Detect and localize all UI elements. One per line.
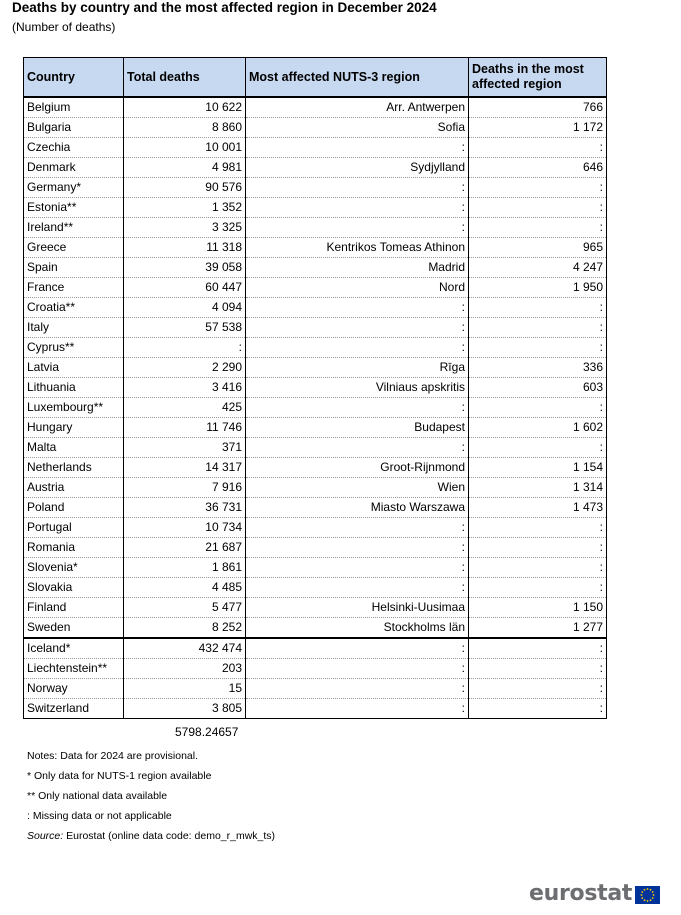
cell-total-deaths: 10 734 <box>124 518 246 538</box>
table-header-row <box>24 58 607 98</box>
table-row <box>24 258 607 278</box>
cell-region-deaths: : <box>469 679 607 699</box>
cell-region-deaths: : <box>469 318 607 338</box>
table-row <box>24 498 607 518</box>
cell-region-deaths: 1 473 <box>469 498 607 518</box>
cell-country: Greece <box>24 238 124 258</box>
cell-country: Bulgaria <box>24 118 124 138</box>
cell-region: : <box>246 679 469 699</box>
cell-total-deaths: 36 731 <box>124 498 246 518</box>
note-provisional: Notes: Data for 2024 are provisional. <box>27 750 199 762</box>
cell-region: Vilniaus apskritis <box>246 378 469 398</box>
table-row <box>24 699 607 719</box>
table-row <box>24 458 607 478</box>
cell-region-deaths: : <box>469 218 607 238</box>
cell-region: : <box>246 558 469 578</box>
cell-region-deaths: 1 950 <box>469 278 607 298</box>
table-row <box>24 598 607 618</box>
cell-region: Groot-Rijnmond <box>246 458 469 478</box>
source-text: Eurostat (online data code: demo_r_mwk_ts) <box>63 830 276 842</box>
cell-region-deaths: : <box>469 518 607 538</box>
cell-total-deaths: 11 318 <box>124 238 246 258</box>
table-row <box>24 298 607 318</box>
cell-country: Germany* <box>24 178 124 198</box>
cell-region: : <box>246 178 469 198</box>
cell-region: : <box>246 298 469 318</box>
cell-region-deaths: 965 <box>469 238 607 258</box>
cell-region-deaths: 766 <box>469 97 607 118</box>
table-row <box>24 538 607 558</box>
cell-total-deaths: 203 <box>124 659 246 679</box>
table-row <box>24 659 607 679</box>
table-row <box>24 578 607 598</box>
cell-region-deaths: 4 247 <box>469 258 607 278</box>
cell-region-deaths: : <box>469 438 607 458</box>
note-nuts1: * Only data for NUTS-1 region available <box>27 770 212 782</box>
eurostat-logo <box>529 880 660 908</box>
table-row <box>24 418 607 438</box>
cell-region: : <box>246 578 469 598</box>
cell-country: Liechtenstein** <box>24 659 124 679</box>
table-row <box>24 558 607 578</box>
cell-region: Budapest <box>246 418 469 438</box>
cell-total-deaths: 8 860 <box>124 118 246 138</box>
cell-country: Estonia** <box>24 198 124 218</box>
cell-total-deaths: 15 <box>124 679 246 699</box>
cell-region-deaths: 1 150 <box>469 598 607 618</box>
table-row <box>24 318 607 338</box>
cell-region: Miasto Warszawa <box>246 498 469 518</box>
cell-region: : <box>246 659 469 679</box>
cell-region-deaths: : <box>469 699 607 719</box>
cell-region-deaths: : <box>469 398 607 418</box>
cell-country: Hungary <box>24 418 124 438</box>
note-source <box>27 826 275 846</box>
cell-country: Belgium <box>24 97 124 118</box>
cell-region-deaths: 603 <box>469 378 607 398</box>
table-row <box>24 338 607 358</box>
deaths-table <box>23 57 607 719</box>
header-total-deaths: Total deaths <box>124 58 246 98</box>
cell-region-deaths: : <box>469 659 607 679</box>
cell-region: Helsinki-Uusimaa <box>246 598 469 618</box>
cell-country: Latvia <box>24 358 124 378</box>
table-row <box>24 178 607 198</box>
cell-total-deaths: 1 352 <box>124 198 246 218</box>
cell-total-deaths: 5 477 <box>124 598 246 618</box>
cell-country: Cyprus** <box>24 338 124 358</box>
cell-country: Sweden <box>24 618 124 639</box>
cell-country: Finland <box>24 598 124 618</box>
cell-region-deaths: : <box>469 298 607 318</box>
cell-region: : <box>246 699 469 719</box>
eu-flag-icon <box>635 886 660 904</box>
header-country: Country <box>24 58 124 98</box>
table-row <box>24 238 607 258</box>
cell-region-deaths: : <box>469 198 607 218</box>
notes-block <box>27 746 275 846</box>
cell-country: Netherlands <box>24 458 124 478</box>
table-row <box>24 398 607 418</box>
cell-region: : <box>246 398 469 418</box>
page-title: Deaths by country and the most affected region in December 2024 <box>12 0 437 15</box>
cell-country: Norway <box>24 679 124 699</box>
cell-country: Portugal <box>24 518 124 538</box>
table-row <box>24 358 607 378</box>
table-row <box>24 378 607 398</box>
source-label: Source: <box>27 830 64 842</box>
cell-region: : <box>246 438 469 458</box>
cell-region: : <box>246 138 469 158</box>
note-missing: : Missing data or not applicable <box>27 810 172 822</box>
cell-region-deaths: : <box>469 138 607 158</box>
cell-region-deaths: 336 <box>469 358 607 378</box>
table-row <box>24 518 607 538</box>
cell-region-deaths: : <box>469 638 607 659</box>
cell-region-deaths: 1 602 <box>469 418 607 438</box>
cell-region-deaths: : <box>469 538 607 558</box>
cell-region: : <box>246 198 469 218</box>
cell-region: Wien <box>246 478 469 498</box>
cell-region: Madrid <box>246 258 469 278</box>
cell-country: Iceland* <box>24 638 124 659</box>
cell-total-deaths: 14 317 <box>124 458 246 478</box>
cell-total-deaths: 8 252 <box>124 618 246 639</box>
cell-country: Malta <box>24 438 124 458</box>
cell-total-deaths: 90 576 <box>124 178 246 198</box>
cell-region-deaths: 1 172 <box>469 118 607 138</box>
cell-country: Romania <box>24 538 124 558</box>
cell-region-deaths: 1 314 <box>469 478 607 498</box>
cell-total-deaths: 10 001 <box>124 138 246 158</box>
cell-region: : <box>246 538 469 558</box>
table-row <box>24 438 607 458</box>
cell-total-deaths: 432 474 <box>124 638 246 659</box>
table-row <box>24 158 607 178</box>
cell-country: Austria <box>24 478 124 498</box>
cell-country: Poland <box>24 498 124 518</box>
cell-region: : <box>246 638 469 659</box>
cell-country: France <box>24 278 124 298</box>
cell-region: : <box>246 218 469 238</box>
cell-total-deaths: 4 981 <box>124 158 246 178</box>
cell-region: Kentrikos Tomeas Athinon <box>246 238 469 258</box>
cell-total-deaths: 371 <box>124 438 246 458</box>
cell-total-deaths: 57 538 <box>124 318 246 338</box>
cell-region-deaths: 1 154 <box>469 458 607 478</box>
note-national: ** Only national data available <box>27 790 168 802</box>
cell-total-deaths: 3 416 <box>124 378 246 398</box>
cell-region: Arr. Antwerpen <box>246 97 469 118</box>
cell-total-deaths: 11 746 <box>124 418 246 438</box>
cell-region-deaths: : <box>469 558 607 578</box>
cell-country: Lithuania <box>24 378 124 398</box>
cell-total-deaths: 425 <box>124 398 246 418</box>
cell-total-deaths: 1 861 <box>124 558 246 578</box>
table-body <box>24 97 607 719</box>
cell-country: Spain <box>24 258 124 278</box>
table-row <box>24 679 607 699</box>
cell-region-deaths: : <box>469 578 607 598</box>
cell-total-deaths: 39 058 <box>124 258 246 278</box>
cell-country: Switzerland <box>24 699 124 719</box>
cell-total-deaths: 3 325 <box>124 218 246 238</box>
cell-total-deaths: 4 485 <box>124 578 246 598</box>
cell-country: Slovakia <box>24 578 124 598</box>
header-region: Most affected NUTS-3 region <box>246 58 469 98</box>
table-row <box>24 618 607 639</box>
cell-region: : <box>246 318 469 338</box>
cell-total-deaths: : <box>124 338 246 358</box>
cell-region-deaths: : <box>469 338 607 358</box>
cell-region: : <box>246 518 469 538</box>
cell-region: : <box>246 338 469 358</box>
cell-region-deaths: 1 277 <box>469 618 607 639</box>
cell-country: Ireland** <box>24 218 124 238</box>
cell-total-deaths: 3 805 <box>124 699 246 719</box>
table-row <box>24 478 607 498</box>
cell-country: Croatia** <box>24 298 124 318</box>
table-row <box>24 138 607 158</box>
table-row <box>24 218 607 238</box>
cell-region: Sydjylland <box>246 158 469 178</box>
table-row <box>24 97 607 118</box>
cell-total-deaths: 21 687 <box>124 538 246 558</box>
cell-country: Czechia <box>24 138 124 158</box>
cell-total-deaths: 10 622 <box>124 97 246 118</box>
cell-region: Nord <box>246 278 469 298</box>
cell-country: Denmark <box>24 158 124 178</box>
header-region-deaths: Deaths in the most affected region <box>469 58 607 98</box>
logo-text: eurostat <box>529 881 633 906</box>
table-row <box>24 278 607 298</box>
cell-country: Slovenia* <box>24 558 124 578</box>
table-row <box>24 118 607 138</box>
cell-country: Italy <box>24 318 124 338</box>
table-row <box>24 638 607 659</box>
cell-total-deaths: 7 916 <box>124 478 246 498</box>
cell-total-deaths: 4 094 <box>124 298 246 318</box>
cell-total-deaths: 60 447 <box>124 278 246 298</box>
cell-region: Rīga <box>246 358 469 378</box>
cell-region: Stockholms län <box>246 618 469 639</box>
cell-region-deaths: 646 <box>469 158 607 178</box>
cell-region-deaths: : <box>469 178 607 198</box>
table-row <box>24 198 607 218</box>
cell-country: Luxembourg** <box>24 398 124 418</box>
cell-region: Sofia <box>246 118 469 138</box>
total-value: 5798.24657 <box>175 725 239 739</box>
page-subtitle: (Number of deaths) <box>12 20 116 34</box>
cell-total-deaths: 2 290 <box>124 358 246 378</box>
